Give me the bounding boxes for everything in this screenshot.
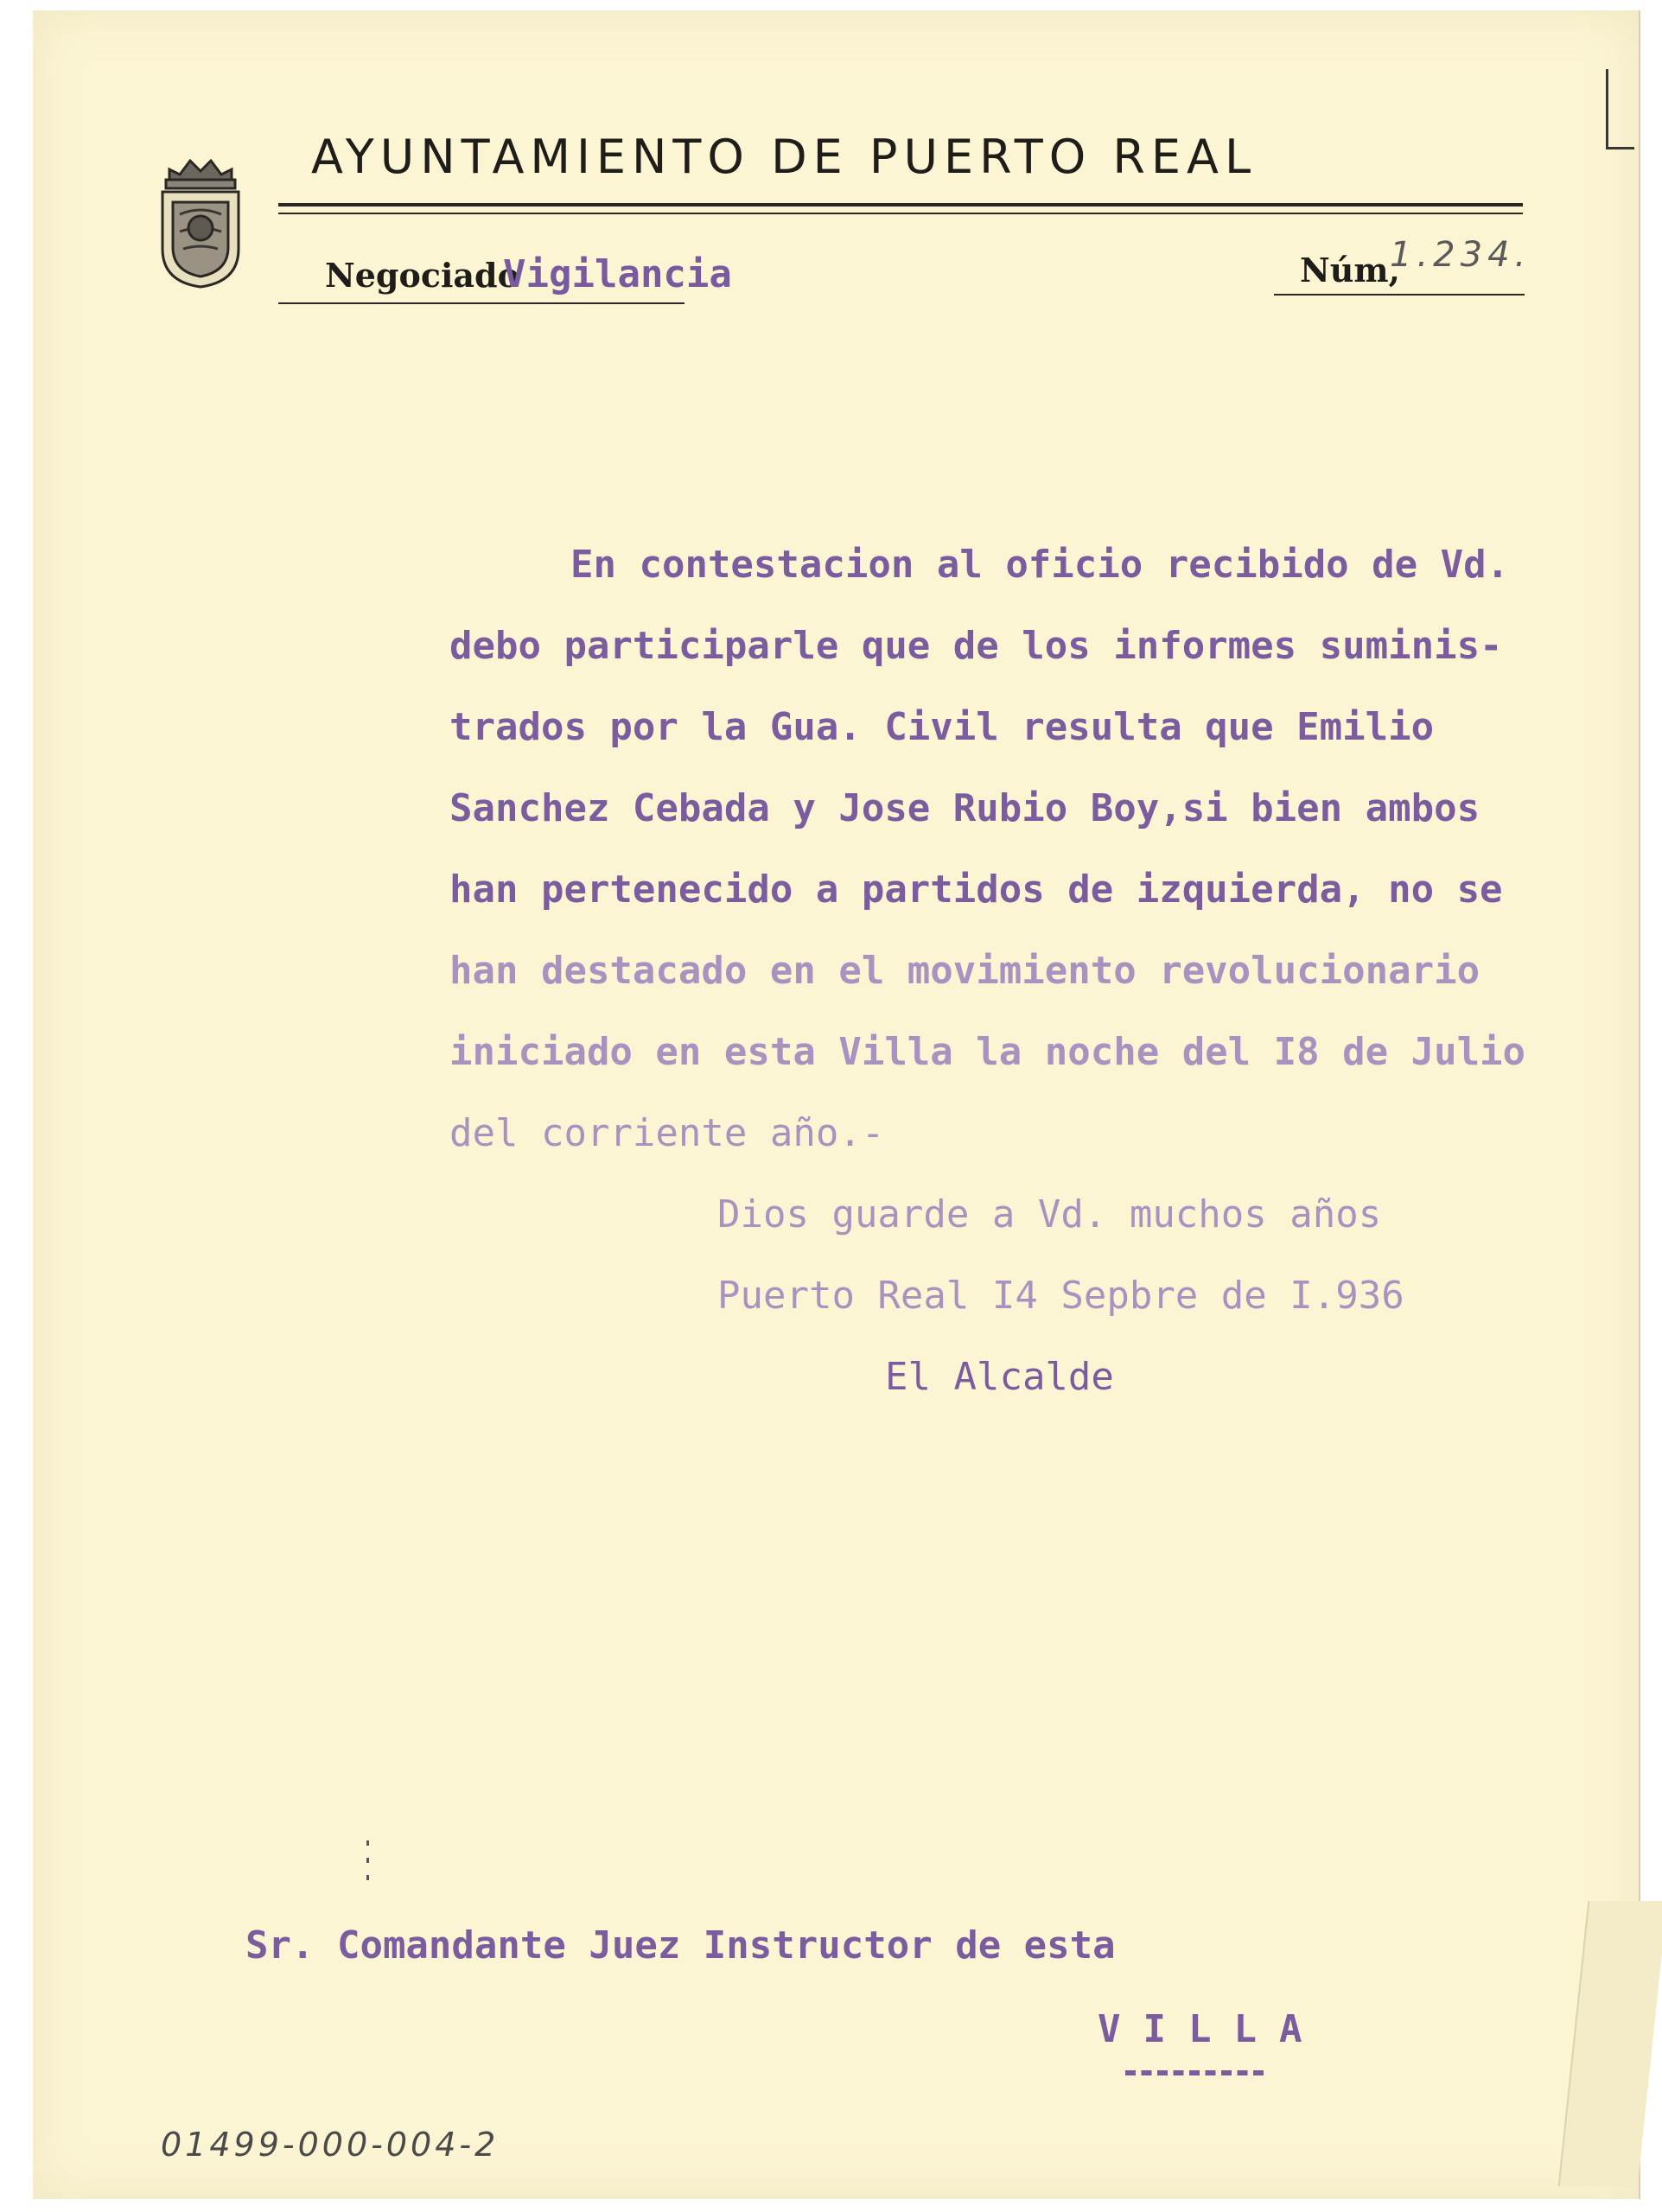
- body-line: han pertenecido a partidos de izquierda, no se: [449, 868, 1503, 912]
- negociado-underline: [278, 302, 685, 304]
- destination-underline: [1125, 2070, 1264, 2075]
- archive-reference: 01499-000-004-2: [161, 2126, 500, 2164]
- body-line: trados por la Gua. Civil resulta que Emilio: [449, 705, 1435, 749]
- num-label: Núm,: [1300, 251, 1400, 289]
- body-line: debo participarle que de los informes suminis-: [449, 624, 1503, 668]
- corner-mark: [1606, 69, 1634, 149]
- num-value: 1.234.: [1390, 235, 1531, 275]
- coat-of-arms-icon: [154, 145, 247, 290]
- margin-mark: [366, 1858, 369, 1863]
- body-line: del corriente año.-: [449, 1111, 885, 1155]
- letterhead-title: AYUNTAMIENTO DE PUERTO REAL: [311, 130, 1258, 184]
- header-rule-thin: [278, 213, 1523, 214]
- body-line: En contestacion al oficio recibido de Vd.: [570, 543, 1510, 587]
- paper-sheet: [33, 10, 1640, 2199]
- addressee-destination: VILLA: [1098, 2007, 1325, 2051]
- closing-greeting: Dios guarde a Vd. muchos años: [717, 1192, 1382, 1236]
- margin-mark: [366, 1875, 369, 1880]
- closing-place-date: Puerto Real I4 Sepbre de I.936: [717, 1274, 1404, 1318]
- negociado-label: Negociado: [325, 256, 519, 295]
- header-rule-thick: [278, 203, 1523, 207]
- body-line: iniciado en esta Villa la noche del I8 de Julio: [449, 1030, 1526, 1074]
- negociado-value: Vigilancia: [503, 252, 732, 296]
- body-line: Sanchez Cebada y Jose Rubio Boy,si bien ambos: [449, 786, 1481, 830]
- num-underline: [1274, 294, 1525, 296]
- addressee-line: Sr. Comandante Juez Instructor de esta: [245, 1923, 1116, 1967]
- margin-mark: [366, 1840, 369, 1846]
- signature-title: El Alcalde: [885, 1355, 1114, 1399]
- body-line: han destacado en el movimiento revolucionario: [449, 949, 1481, 993]
